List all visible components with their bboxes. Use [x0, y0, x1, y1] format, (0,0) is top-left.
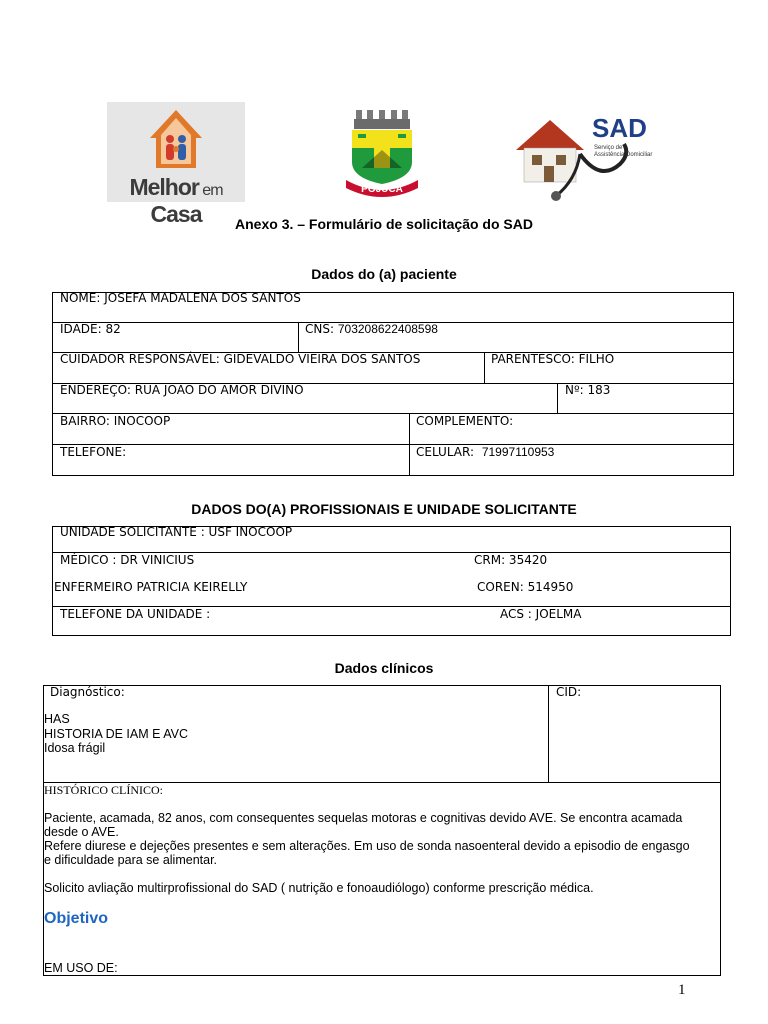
cellphone-label: CELULAR: — [416, 445, 478, 459]
patient-phone: TELEFONE: — [60, 445, 127, 459]
melhor-em-casa-logo — [107, 102, 245, 227]
house-family-icon — [107, 102, 245, 172]
sad-logo — [512, 110, 662, 202]
patient-kinship: PARENTESCO: FILHO — [491, 352, 615, 366]
cns-value: 703208622408598 — [337, 322, 438, 336]
clinical-history-label: HISTÓRICO CLÍNICO: — [44, 783, 163, 797]
nurse-coren: COREN: 514950 — [477, 580, 574, 594]
patient-address: ENDEREÇO: RUA JOAO DO AMOR DIVINO — [60, 383, 304, 397]
cellphone-value: 71997110953 — [481, 445, 555, 459]
requesting-unit: UNIDADE SOLICITANTE : USF INOCOOP — [60, 525, 293, 539]
health-agent: ACS : JOELMA — [500, 607, 582, 621]
patient-cns — [305, 322, 438, 336]
in-use-label: EM USO DE: — [44, 961, 118, 975]
doctor-crm: CRM: 35420 — [474, 553, 548, 567]
cid-label: CID: — [556, 685, 582, 699]
diagnosis-item: HAS — [44, 712, 70, 726]
doctor: MÉDICO : DR VINICIUS — [60, 553, 195, 567]
house-stethoscope-icon — [512, 110, 662, 202]
clinical-history-p2-line2: e dificuldade para se alimentar. — [44, 853, 218, 867]
clinical-section-title: Dados clínicos — [334, 660, 434, 676]
sad-subtitle-2: Assistência Domiciliar — [594, 152, 653, 158]
patient-name: NOME: JOSEFA MADALENA DOS SANTOS — [60, 291, 301, 305]
sad-title: SAD — [592, 113, 647, 143]
patient-caregiver: CUIDADOR RESPONSÁVEL: GIDEVALDO VIEIRA DOS SANTOS — [60, 352, 421, 366]
clinical-history-p1-line1: Paciente, acamada, 82 anos, com consequentes sequelas motoras e cognitivas devido AVE. Se encontra acamada — [44, 811, 683, 825]
nurse: ENFERMEIRO PATRICIA KEIRELLY — [54, 580, 248, 594]
logo-word-melhor: Melhor — [129, 174, 199, 200]
patient-section-title: Dados do (a) paciente — [311, 266, 457, 282]
diagnosis-item: Idosa frágil — [44, 741, 106, 755]
page-number: 1 — [678, 982, 686, 998]
sad-subtitle-1: Serviço de — [594, 145, 623, 151]
diagnosis-label: Diagnóstico: — [50, 685, 125, 699]
logo-word-casa: Casa — [150, 201, 202, 227]
diagnosis-item: HISTORIA DE IAM E AVC — [44, 727, 189, 741]
form-heading: Anexo 3. – Formulário de solicitação do SAD — [235, 216, 533, 232]
patient-complement: COMPLEMENTO: — [416, 414, 514, 428]
pojuca-coat-of-arms — [344, 108, 420, 202]
patient-neighborhood: BAIRRO: INOCOOP — [60, 414, 171, 428]
cns-label: CNS: — [305, 322, 338, 336]
patient-age: IDADE: 82 — [60, 322, 121, 336]
professional-section-title: DADOS DO(A) PROFISSIONAIS E UNIDADE SOLICITANTE — [191, 501, 577, 517]
clinical-history-p2-line1: Refere diurese e dejeções presentes e sem alterações. Em uso de sonda nasoenteral devido a episodio de engasgo — [44, 839, 690, 853]
clinical-history-p1-line2: desde o AVE. — [44, 825, 119, 839]
objective-heading: Objetivo — [44, 910, 109, 927]
coat-of-arms-icon — [344, 108, 420, 202]
patient-address-number: Nº: 183 — [565, 383, 611, 397]
unit-phone: TELEFONE DA UNIDADE : — [60, 607, 211, 621]
pojuca-banner-text: POJUCA — [361, 184, 403, 195]
logo-word-em: em — [202, 182, 223, 199]
patient-cellphone — [416, 445, 554, 459]
clinical-history-p3: Solicito avliação multirprofissional do SAD ( nutrição e fonoaudiólogo) conforme prescrição médica. — [44, 881, 594, 895]
